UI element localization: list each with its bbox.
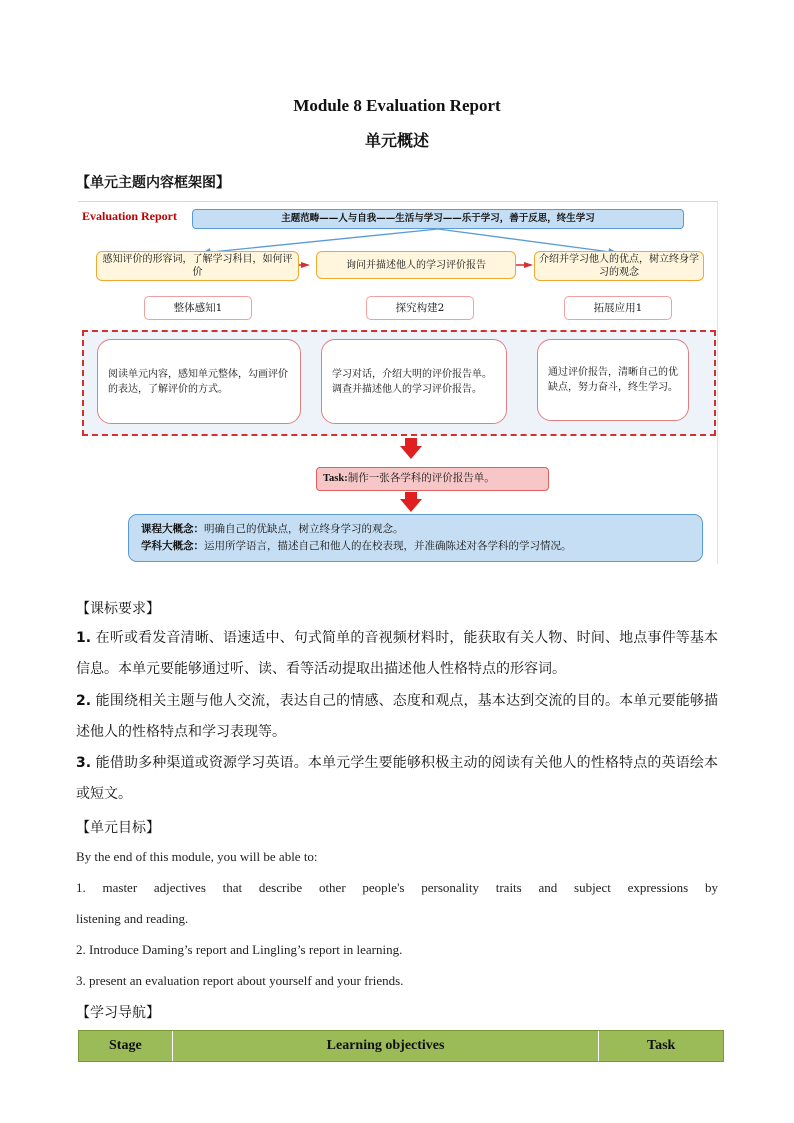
table-header-objectives: Learning objectives (173, 1031, 600, 1061)
standards-item-1: 1. 在听或看发音清晰、语速适中、句式简单的音视频材料时，能获取有关人物、时间、地点事件等基本信息。本单元要能够通过听、读、看等活动提取出描述他人性格特点的形容词。 (76, 630, 719, 677)
detail-box-2: 学习对话，介绍大明的评价报告单。调查并描述他人的学习评价报告。 (321, 339, 507, 424)
table-header-stage: Stage (79, 1031, 173, 1061)
connector-left (202, 229, 438, 253)
page-title: Module 8 Evaluation Report (293, 96, 501, 115)
stage-box-1: 整体感知1 (144, 296, 252, 320)
table-header-task: Task (599, 1031, 723, 1061)
standards-item-2: 2. 能围绕相关主题与他人交流，表达自己的情感、态度和观点，基本达到交流的目的。本单元要能够描述他人的性格特点和学习表现等。 (76, 693, 719, 740)
course-concept-label: 课程大概念： (141, 523, 204, 535)
task-box (316, 467, 549, 491)
page-subtitle: 单元概述 (364, 131, 429, 150)
goal-3: 3. present an evaluation report about yourself and your friends. (76, 973, 404, 988)
concept-box (128, 514, 703, 562)
top-box-1: 感知评价的形容词，了解学习科目，如何评价 (96, 251, 299, 281)
course-concept-text: 明确自己的优缺点，树立终身学习的观念。 (204, 523, 404, 535)
stage-box-3: 拓展应用1 (564, 296, 672, 320)
goal-2: 2. Introduce Daming’s report and Lingling’s report in learning. (76, 942, 403, 957)
theme-bar: 主题范畴——人与自我——生活与学习——乐于学习，善于反思，终生学习 (192, 209, 684, 229)
connector-right (438, 229, 618, 253)
standards-heading: 【课标要求】 (76, 601, 160, 617)
goals-heading: 【单元目标】 (76, 820, 160, 836)
detail-box-3: 通过评价报告，清晰自己的优缺点，努力奋斗，终生学习。 (537, 339, 689, 421)
stage-box-2: 探究构建2 (366, 296, 474, 320)
goal-1-line-2: listening and reading. (76, 911, 189, 926)
top-box-3: 介绍并学习他人的优点，树立终身学习的观念 (534, 251, 704, 281)
subject-concept-text: 运用所学语言，描述自己和他人的在校表现，并准确陈述对各学科的学习情况。 (204, 540, 572, 552)
standards-item-3: 3. 能借助多种渠道或资源学习英语。本单元学生要能够积极主动的阅读有关他人的性格特点的英语绘本或短文。 (76, 755, 719, 802)
learning-navigation-table (78, 1030, 724, 1062)
task-text: 制作一张各学科的评价报告单。 (347, 472, 495, 484)
down-arrow-2 (400, 499, 422, 512)
down-arrow-1 (400, 446, 422, 459)
nav-heading: 【学习导航】 (76, 1005, 160, 1021)
detail-box-1: 阅读单元内容，感知单元整体，勾画评价的表达，了解评价的方式。 (97, 339, 301, 424)
goals-intro: By the end of this module, you will be able to: (76, 849, 318, 864)
subject-concept-label: 学科大概念： (141, 540, 204, 552)
diagram-brand: Evaluation Report (82, 209, 178, 223)
framework-diagram (78, 201, 718, 564)
framework-heading: 【单元主题内容框架图】 (76, 175, 230, 191)
goal-1-line-1: 1. master adjectives that describe other people's personality traits and subject expressions by (76, 880, 718, 895)
top-box-2: 询问并描述他人的学习评价报告 (316, 251, 516, 279)
task-label: Task: (323, 473, 348, 484)
